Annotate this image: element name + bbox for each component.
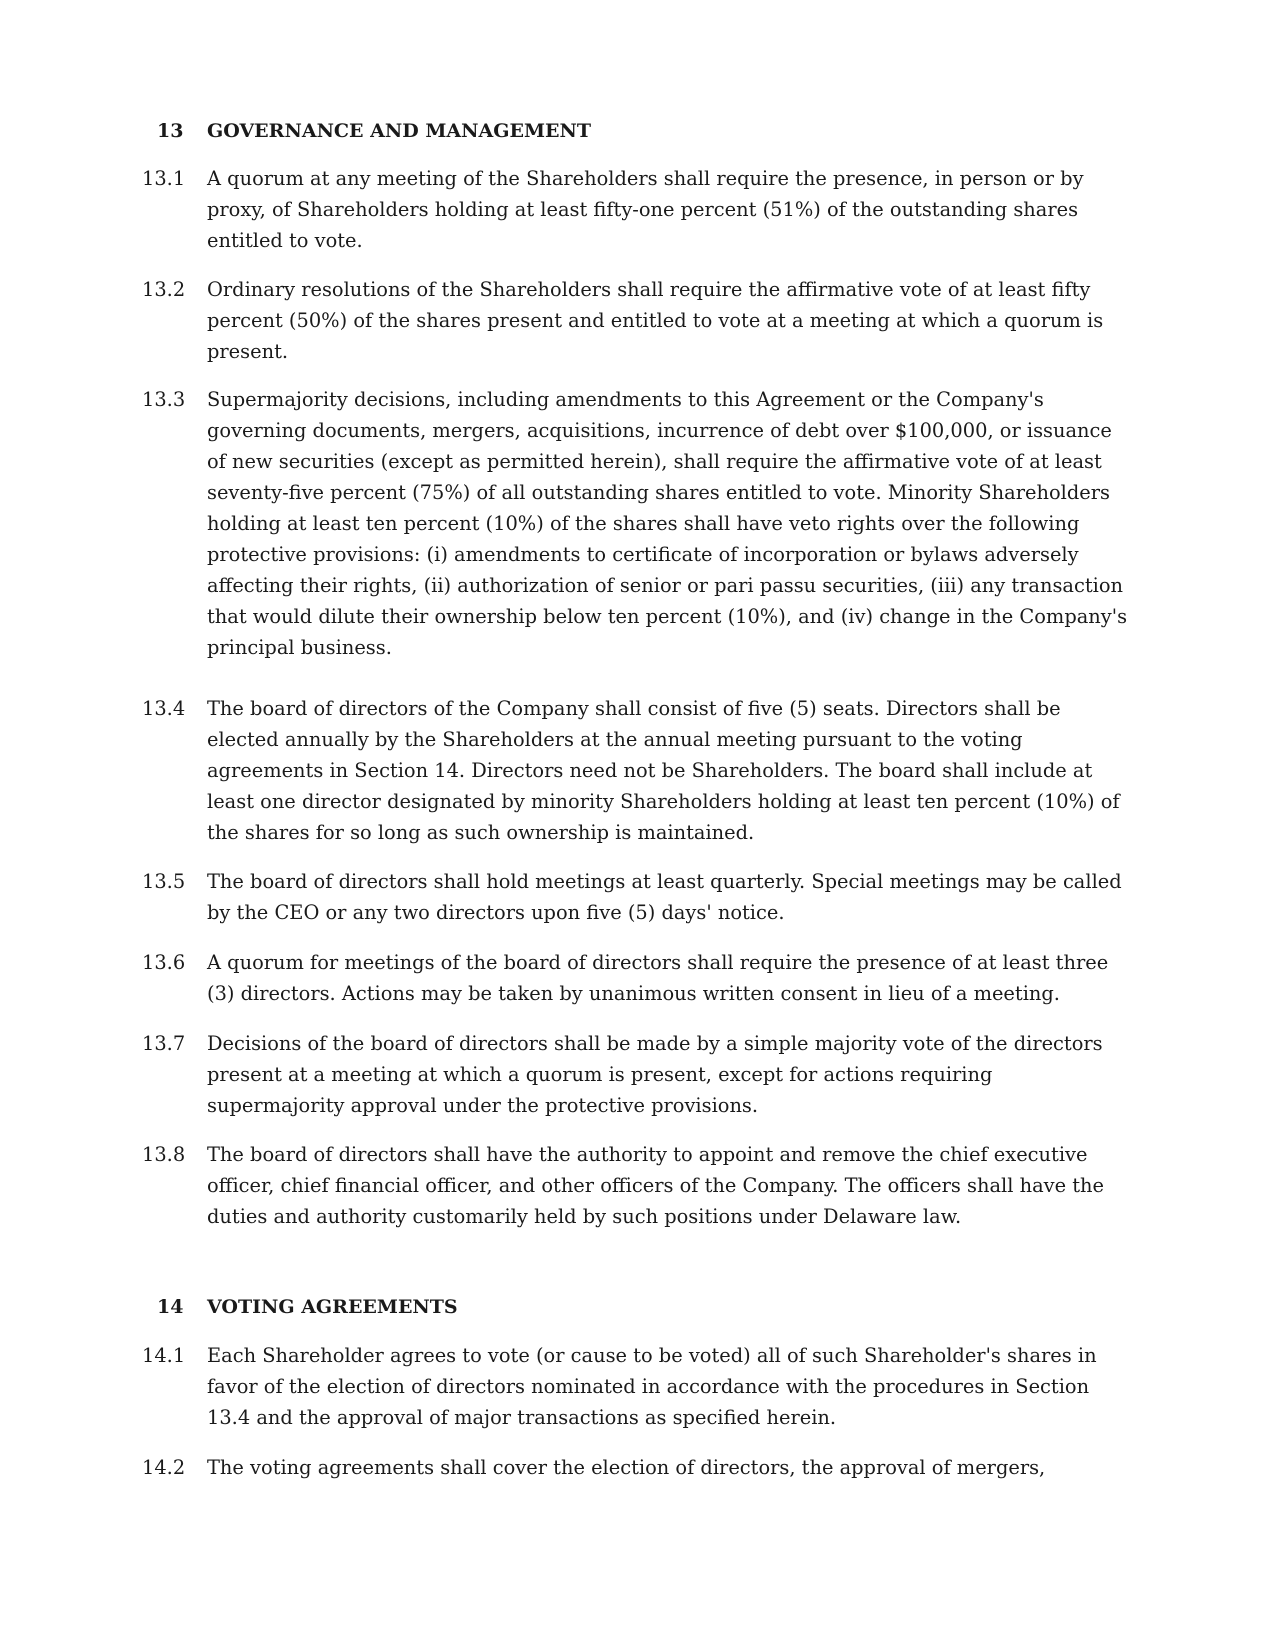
section-title: GOVERNANCE AND MANAGEMENT (207, 120, 591, 142)
clause-number: 14.1 (142, 1344, 186, 1367)
clause-text: A quorum for meetings of the board of directors shall require the presence of at least three (3) directors. Actions may be taken by unanimous written consent in lieu of a meeting. (207, 951, 1109, 1005)
clause-number: 13.3 (142, 388, 186, 411)
section-number: 14 (157, 1296, 184, 1318)
clause-text: Ordinary resolutions of the Shareholders shall require the affirmative vote of at least fifty percent (50%) of the shares present and entitled to vote at a meeting at which a quorum is present. (207, 278, 1104, 363)
clause-text: The voting agreements shall cover the election of directors, the approval of mergers, (207, 1456, 1046, 1479)
clause-text: The board of directors shall have the authority to appoint and remove the chief executive officer, chief financial officer, and other officers of the Company. The officers shall have the duties and authority customarily held by such positions under Delaware law. (207, 1143, 1104, 1228)
clause-number: 13.2 (142, 278, 186, 301)
clause-text: Decisions of the board of directors shall be made by a simple majority vote of the directors present at a meeting at which a quorum is present, except for actions requiring supermajority approval under the protective provisions. (207, 1032, 1103, 1117)
clause-number: 13.5 (142, 870, 186, 893)
clause-number: 13.4 (142, 697, 186, 720)
clause-text: The board of directors of the Company shall consist of five (5) seats. Directors shall be elected annually by the Shareholders at the annual meeting pursuant to the voting agreements in Section 14. Directors need not be Shareholders. The board shall include at least one director designated by minority Shareholders holding at least ten percent (10%) of the shares for so long as such ownership is maintained. (207, 697, 1120, 844)
clause-text: The board of directors shall hold meetings at least quarterly. Special meetings may be called by the CEO or any two directors upon five (5) days' notice. (207, 870, 1122, 924)
clause-number: 14.2 (142, 1456, 186, 1479)
clause-text: Supermajority decisions, including amendments to this Agreement or the Company's governing documents, mergers, acquisitions, incurrence of debt over $100,000, or issuance of new securities (except as permitted herein), shall require the affirmative vote of at least seventy-five percent (75%) of all outstanding shares entitled to vote. Minority Shareholders holding at least ten percent (10%) of the shares shall have veto rights over the following protective provisions: (i) amendments to certificate of incorporation or bylaws adversely affecting their rights, (ii) authorization of senior or pari passu securities, (iii) any transaction that would dilute their ownership below ten percent (10%), and (iv) change in the Company's principal business. (207, 388, 1128, 659)
section-title: VOTING AGREEMENTS (207, 1296, 458, 1318)
clause-number: 13.6 (142, 951, 186, 974)
clause-number: 13.7 (142, 1032, 186, 1055)
clause-number: 13.1 (142, 167, 186, 190)
clause-text: Each Shareholder agrees to vote (or cause to be voted) all of such Shareholder's shares in favor of the election of directors nominated in accordance with the procedures in Section 13.4 and the approval of major transactions as specified herein. (207, 1344, 1097, 1429)
clause-number: 13.8 (142, 1143, 186, 1166)
section-number: 13 (157, 120, 184, 142)
clause-text: A quorum at any meeting of the Shareholders shall require the presence, in person or by proxy, of Shareholders holding at least fifty-one percent (51%) of the outstanding shares entitled to vote. (207, 167, 1084, 252)
